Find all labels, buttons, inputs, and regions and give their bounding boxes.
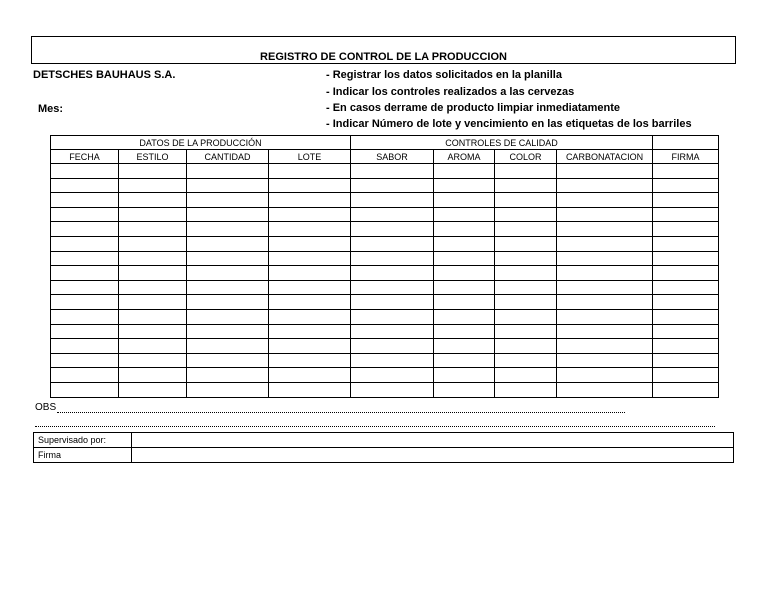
group-quality-header: CONTROLES DE CALIDAD — [351, 136, 653, 150]
table-cell[interactable] — [187, 339, 269, 354]
table-cell[interactable] — [557, 309, 653, 324]
table-row — [51, 222, 719, 237]
table-cell[interactable] — [119, 353, 187, 368]
instruction-1: - Registrar los datos solicitados en la planilla — [326, 69, 562, 81]
supervised-label: Supervisado por: — [34, 433, 132, 448]
table-cell[interactable] — [434, 280, 495, 295]
table-cell[interactable] — [495, 295, 557, 310]
table-cell[interactable] — [495, 368, 557, 383]
table-cell[interactable] — [269, 309, 351, 324]
col-cantidad: CANTIDAD — [187, 150, 269, 164]
table-cell[interactable] — [119, 266, 187, 281]
table-row — [51, 251, 719, 266]
table-cell[interactable] — [269, 339, 351, 354]
table-cell[interactable] — [119, 222, 187, 237]
table-cell[interactable] — [434, 164, 495, 179]
table-cell[interactable] — [557, 178, 653, 193]
table-cell[interactable] — [495, 207, 557, 222]
table-cell[interactable] — [653, 295, 719, 310]
table-cell[interactable] — [51, 382, 119, 397]
table-cell[interactable] — [434, 309, 495, 324]
group-header-row — [51, 136, 719, 150]
table-cell[interactable] — [434, 222, 495, 237]
table-cell[interactable] — [653, 222, 719, 237]
table-cell[interactable] — [434, 295, 495, 310]
table-row — [51, 368, 719, 383]
col-color: COLOR — [495, 150, 557, 164]
table-row — [51, 193, 719, 208]
table-cell[interactable] — [653, 266, 719, 281]
table-cell[interactable] — [269, 324, 351, 339]
table-cell[interactable] — [269, 266, 351, 281]
table-cell[interactable] — [495, 251, 557, 266]
instruction-2: - Indicar los controles realizados a las cervezas — [326, 86, 575, 98]
signature-table — [33, 432, 734, 463]
table-cell[interactable] — [434, 178, 495, 193]
supervised-field[interactable] — [132, 433, 734, 448]
table-cell[interactable] — [187, 368, 269, 383]
table-cell[interactable] — [495, 236, 557, 251]
table-cell[interactable] — [51, 295, 119, 310]
table-cell[interactable] — [434, 382, 495, 397]
table-cell[interactable] — [495, 324, 557, 339]
table-cell[interactable] — [269, 280, 351, 295]
table-cell[interactable] — [119, 251, 187, 266]
table-row — [51, 178, 719, 193]
table-cell[interactable] — [653, 164, 719, 179]
table-cell[interactable] — [351, 178, 434, 193]
table-cell[interactable] — [653, 324, 719, 339]
table-cell[interactable] — [351, 222, 434, 237]
table-cell[interactable] — [51, 251, 119, 266]
table-cell[interactable] — [51, 280, 119, 295]
table-cell[interactable] — [351, 353, 434, 368]
table-cell[interactable] — [434, 236, 495, 251]
table-cell[interactable] — [557, 222, 653, 237]
table-cell[interactable] — [495, 280, 557, 295]
table-row — [51, 207, 719, 222]
table-cell[interactable] — [187, 353, 269, 368]
table-cell[interactable] — [351, 324, 434, 339]
table-cell[interactable] — [269, 207, 351, 222]
table-cell[interactable] — [557, 207, 653, 222]
table-cell[interactable] — [495, 266, 557, 281]
table-cell[interactable] — [653, 339, 719, 354]
table-cell[interactable] — [187, 236, 269, 251]
table-cell[interactable] — [187, 251, 269, 266]
table-cell[interactable] — [119, 280, 187, 295]
group-empty-cell — [653, 136, 719, 150]
sign-label: Firma — [34, 448, 132, 463]
page-title: REGISTRO DE CONTROL DE LA PRODUCCION — [260, 51, 507, 63]
table-cell[interactable] — [119, 193, 187, 208]
table-cell[interactable] — [557, 164, 653, 179]
table-cell[interactable] — [434, 368, 495, 383]
table-cell[interactable] — [495, 353, 557, 368]
table-cell[interactable] — [653, 193, 719, 208]
table-cell[interactable] — [495, 178, 557, 193]
instruction-4: - Indicar Número de lote y vencimiento en las etiquetas de los barriles — [326, 118, 692, 130]
table-cell[interactable] — [269, 222, 351, 237]
table-cell[interactable] — [351, 339, 434, 354]
supervised-row — [34, 433, 734, 448]
table-cell[interactable] — [351, 295, 434, 310]
group-production-header: DATOS DE LA PRODUCCIÓN — [51, 136, 351, 150]
table-cell[interactable] — [51, 207, 119, 222]
table-row — [51, 324, 719, 339]
table-cell[interactable] — [557, 236, 653, 251]
table-cell[interactable] — [557, 368, 653, 383]
table-cell[interactable] — [434, 251, 495, 266]
company-name: DETSCHES BAUHAUS S.A. — [33, 69, 176, 81]
table-cell[interactable] — [434, 193, 495, 208]
table-cell[interactable] — [557, 382, 653, 397]
table-cell[interactable] — [269, 368, 351, 383]
col-estilo: ESTILO — [119, 150, 187, 164]
table-cell[interactable] — [653, 382, 719, 397]
sign-field[interactable] — [132, 448, 734, 463]
table-cell[interactable] — [557, 251, 653, 266]
table-cell[interactable] — [557, 193, 653, 208]
table-cell[interactable] — [187, 280, 269, 295]
production-table — [50, 135, 719, 398]
table-cell[interactable] — [119, 295, 187, 310]
instruction-3: - En casos derrame de producto limpiar inmediatamente — [326, 102, 621, 114]
table-cell[interactable] — [653, 178, 719, 193]
table-cell[interactable] — [119, 309, 187, 324]
table-cell[interactable] — [187, 382, 269, 397]
table-cell[interactable] — [434, 339, 495, 354]
obs-line-1[interactable] — [57, 402, 625, 413]
table-row — [51, 295, 719, 310]
col-carbonatacion: CARBONATACION — [557, 150, 653, 164]
table-cell[interactable] — [495, 339, 557, 354]
table-cell[interactable] — [51, 368, 119, 383]
table-cell[interactable] — [434, 353, 495, 368]
table-cell[interactable] — [119, 164, 187, 179]
table-cell[interactable] — [653, 236, 719, 251]
table-cell[interactable] — [557, 324, 653, 339]
table-cell[interactable] — [187, 207, 269, 222]
table-row — [51, 309, 719, 324]
table-cell[interactable] — [119, 207, 187, 222]
table-cell[interactable] — [187, 178, 269, 193]
col-aroma: AROMA — [434, 150, 495, 164]
table-cell[interactable] — [557, 339, 653, 354]
table-cell[interactable] — [351, 236, 434, 251]
table-row — [51, 382, 719, 397]
table-cell[interactable] — [351, 193, 434, 208]
table-cell[interactable] — [351, 368, 434, 383]
table-cell[interactable] — [351, 164, 434, 179]
table-cell[interactable] — [51, 353, 119, 368]
table-cell[interactable] — [187, 295, 269, 310]
table-cell[interactable] — [269, 178, 351, 193]
col-sabor: SABOR — [351, 150, 434, 164]
table-cell[interactable] — [653, 353, 719, 368]
sign-row — [34, 448, 734, 463]
table-cell[interactable] — [351, 266, 434, 281]
table-cell[interactable] — [653, 368, 719, 383]
table-cell[interactable] — [269, 236, 351, 251]
table-cell[interactable] — [51, 266, 119, 281]
col-firma: FIRMA — [653, 150, 719, 164]
table-cell[interactable] — [119, 324, 187, 339]
table-cell[interactable] — [495, 382, 557, 397]
table-cell[interactable] — [495, 193, 557, 208]
table-cell[interactable] — [351, 280, 434, 295]
table-cell[interactable] — [434, 266, 495, 281]
table-cell[interactable] — [557, 295, 653, 310]
obs-label: OBS — [35, 402, 57, 413]
table-cell[interactable] — [557, 353, 653, 368]
table-cell[interactable] — [119, 368, 187, 383]
table-cell[interactable] — [187, 309, 269, 324]
table-cell[interactable] — [269, 382, 351, 397]
table-cell[interactable] — [119, 178, 187, 193]
table-cell[interactable] — [557, 266, 653, 281]
table-cell[interactable] — [653, 251, 719, 266]
table-cell[interactable] — [187, 164, 269, 179]
table-cell[interactable] — [351, 309, 434, 324]
column-header-row — [51, 150, 719, 164]
table-cell[interactable] — [51, 222, 119, 237]
table-cell[interactable] — [557, 280, 653, 295]
table-cell[interactable] — [187, 324, 269, 339]
table-row — [51, 280, 719, 295]
table-row — [51, 266, 719, 281]
table-cell[interactable] — [269, 164, 351, 179]
table-cell[interactable] — [51, 309, 119, 324]
col-lote: LOTE — [269, 150, 351, 164]
table-row — [51, 236, 719, 251]
table-cell[interactable] — [434, 324, 495, 339]
table-cell[interactable] — [495, 222, 557, 237]
table-cell[interactable] — [119, 339, 187, 354]
table-row — [51, 339, 719, 354]
table-cell[interactable] — [351, 251, 434, 266]
table-cell[interactable] — [269, 353, 351, 368]
month-label: Mes: — [38, 103, 64, 115]
table-cell[interactable] — [119, 236, 187, 251]
table-cell[interactable] — [269, 193, 351, 208]
col-fecha: FECHA — [51, 150, 119, 164]
table-cell[interactable] — [187, 266, 269, 281]
table-cell[interactable] — [51, 339, 119, 354]
table-cell[interactable] — [351, 207, 434, 222]
table-cell[interactable] — [187, 193, 269, 208]
table-cell[interactable] — [187, 222, 269, 237]
table-row — [51, 164, 719, 179]
obs-line-2[interactable] — [35, 418, 715, 427]
table-cell[interactable] — [51, 178, 119, 193]
table-cell[interactable] — [495, 309, 557, 324]
table-cell[interactable] — [269, 295, 351, 310]
table-cell[interactable] — [51, 164, 119, 179]
table-cell[interactable] — [495, 164, 557, 179]
table-cell[interactable] — [119, 382, 187, 397]
table-cell[interactable] — [653, 309, 719, 324]
table-cell[interactable] — [51, 324, 119, 339]
table-cell[interactable] — [51, 236, 119, 251]
table-cell[interactable] — [653, 280, 719, 295]
table-cell[interactable] — [434, 207, 495, 222]
table-cell[interactable] — [269, 251, 351, 266]
table-cell[interactable] — [51, 193, 119, 208]
table-row — [51, 353, 719, 368]
table-cell[interactable] — [653, 207, 719, 222]
table-cell[interactable] — [351, 382, 434, 397]
